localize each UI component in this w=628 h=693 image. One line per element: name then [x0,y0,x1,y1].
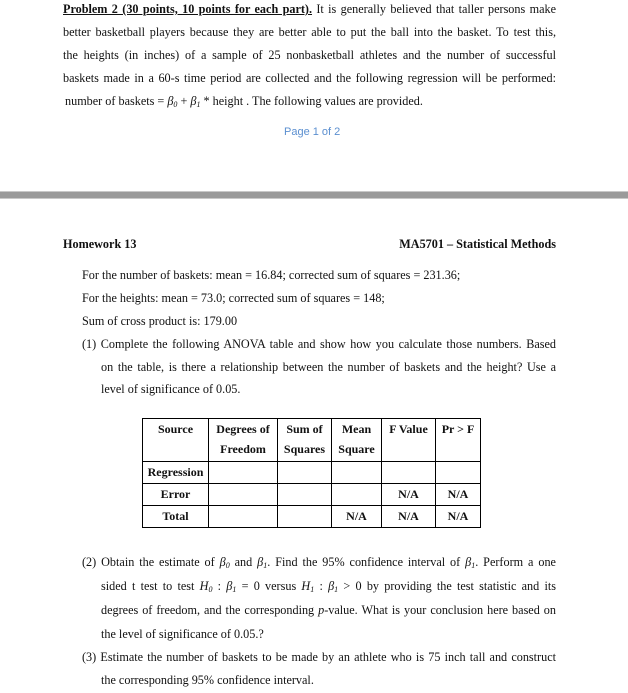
question-3-line-1 [82,650,556,664]
cell-ms [332,462,382,484]
cell-p [436,462,481,484]
p-symbol: p [318,603,325,617]
intro-text-3: the heights (in inches) of a sample of 25 nonbasketball athletes and the number of successful [63,48,556,62]
q3-text-1: (3) Estimate the number of baskets to be made by an athlete who is 75 inch tall and construct [82,650,556,664]
h-glyph: H [199,579,209,593]
cell-p: N/A [436,506,481,528]
beta1-symbol [465,555,475,569]
cell-ss [278,506,332,528]
anova-table [142,418,481,528]
q2-text: > 0 by providing the test statistic and its [338,579,556,593]
q2-text: -value. What is your conclusion here based on [324,603,556,617]
beta1-symbol [328,579,338,593]
beta-subscript-1: 1 [471,561,476,570]
header-f-value [382,419,436,462]
colon: : [212,579,227,593]
regression-model-line [65,94,423,108]
question-1-line-1 [82,337,556,351]
h1-symbol [301,579,314,593]
question-2-line-2 [101,579,556,593]
header-text: F Value [389,422,428,436]
question-1-line-3: level of significance of 0.05. [101,382,241,396]
beta-glyph: β [328,579,335,593]
cell-source: Error [143,484,209,506]
beta-subscript-1: 1 [196,100,201,109]
header-course-title: MA5701 – Statistical Methods [399,237,556,251]
given-baskets-line: For the number of baskets: mean = 16.84; corrected sum of squares = 231.36; [82,268,461,282]
given-heights-line: For the heights: mean = 73.0; corrected sum of squares = 148; [82,291,385,305]
cell-ss [278,484,332,506]
anova-header-row [143,419,481,462]
beta1-symbol [226,579,236,593]
header-sum-of-squares [278,419,332,462]
problem-intro-line-3 [63,48,556,62]
q1-text-2: on the table, is there a relationship between the number of baskets and the height? Use a [101,360,556,374]
beta-glyph: β [465,555,472,569]
beta-glyph: β [257,555,264,569]
header-homework-title: Homework 13 [63,237,137,251]
cell-f [382,462,436,484]
question-2-line-3 [101,603,556,617]
problem-intro-line-1 [63,2,556,16]
given-cross-product-line: Sum of cross product is: 179.00 [82,314,238,328]
beta-subscript-1: 1 [232,585,237,594]
beta-glyph: β [190,94,197,108]
model-lhs: number of baskets = [65,94,168,108]
page-separator [0,191,628,199]
intro-text-1: It is generally believed that taller persons make [312,2,556,16]
h-subscript-0: 0 [208,585,213,594]
beta1-symbol [257,555,267,569]
q2-text: . Find the 95% confidence interval of [267,555,466,569]
beta0-symbol [220,555,230,569]
beta-subscript-1: 1 [263,561,268,570]
cell-ms: N/A [332,506,382,528]
cell-p: N/A [436,484,481,506]
q2-text: and [229,555,258,569]
intro-text-2: better basketball players because they are better able to put the ball into the basket. To test this, [63,25,556,39]
plus-sign: + [177,94,191,108]
cell-source: Regression [143,462,209,484]
cell-df [209,462,278,484]
h-glyph: H [301,579,311,593]
beta-glyph: β [167,94,174,108]
page-number-label: Page 1 of 2 [284,126,341,138]
cell-df [209,484,278,506]
cell-ms [332,484,382,506]
q2-text: . Perform a one [475,555,556,569]
header-text: Sum of [286,422,323,436]
cell-f: N/A [382,506,436,528]
problem-intro-line-4 [63,71,556,85]
header-text: Square [338,442,375,456]
header-degrees-of-freedom [209,419,278,462]
intro-text-4: baskets made in a 60-s time period are collected and the following regression will be performed: [63,71,556,85]
anova-row-regression [143,462,481,484]
beta0-symbol [167,94,177,108]
q2-text: = 0 versus [236,579,302,593]
model-rest: * height . The following values are provided. [200,94,423,108]
anova-row-error [143,484,481,506]
anova-row-total [143,506,481,528]
problem-intro-line-2 [63,25,556,39]
beta-glyph: β [219,555,226,569]
cell-f: N/A [382,484,436,506]
header-text: Squares [283,442,326,456]
h0-symbol [200,579,213,593]
q2-text: sided t test to test [101,579,200,593]
q1-text-1: (1) Complete the following ANOVA table and show how you calculate those numbers. Based [82,337,556,351]
colon: : [314,579,329,593]
question-2-line-4: the level of significance of 0.05.? [101,627,264,641]
q2-text: (2) Obtain the estimate of [82,555,220,569]
cell-df [209,506,278,528]
problem-heading: Problem 2 (30 points, 10 points for each part). [63,2,313,16]
h-subscript-1: 1 [310,585,315,594]
header-text: Pr > F [441,422,475,436]
header-text: Mean [341,422,372,436]
beta-glyph: β [226,579,233,593]
header-pr-f [436,419,481,462]
q2-text: degrees of freedom, and the corresponding [101,603,319,617]
beta-subscript-0: 0 [225,561,230,570]
header-mean-square [332,419,382,462]
question-1-line-2 [101,360,556,374]
header-text: Source [157,422,194,436]
beta1-symbol [190,94,200,108]
cell-ss [278,462,332,484]
header-text: Degrees of [216,422,270,436]
question-3-line-2: the corresponding 95% confidence interval. [101,673,314,687]
cell-source: Total [143,506,209,528]
header-text: Freedom [220,442,266,456]
header-source [143,419,209,462]
beta-subscript-0: 0 [173,100,178,109]
beta-subscript-1: 1 [334,585,339,594]
question-2-line-1 [82,555,556,569]
